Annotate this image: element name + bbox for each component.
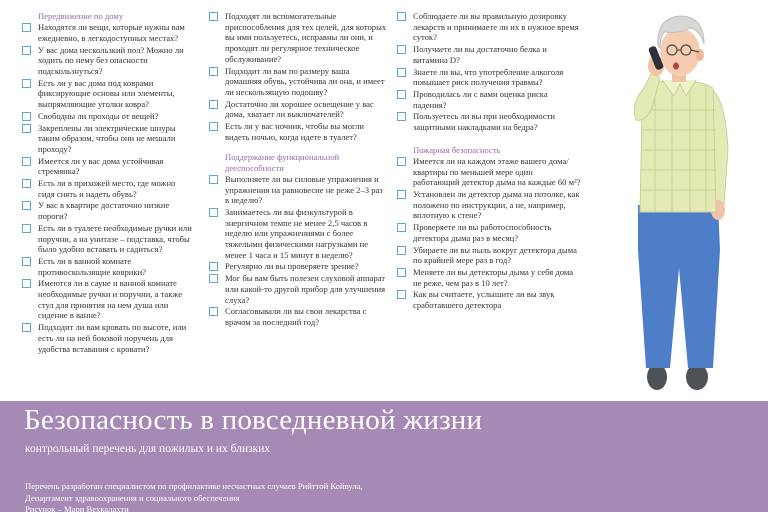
checklist-item[interactable]: Есть ли в ванной комнате противоскользящие коврики? [22, 256, 194, 277]
checklist-item[interactable]: Регулярно ли вы проверяете зрение? [209, 261, 387, 272]
checkbox[interactable] [22, 157, 31, 166]
checkbox[interactable] [397, 90, 406, 99]
checklist-item[interactable]: Как вы считаете, услышите ли вы звук сработавшего детектора [397, 289, 581, 310]
checklist-item[interactable]: Есть ли у вас ночник, чтобы вы могли видеть ночью, когда идете в туалет? [209, 121, 387, 142]
checkbox[interactable] [397, 223, 406, 232]
checklist-item[interactable]: Проводилась ли с вами оценка риска падения? [397, 89, 581, 110]
checklist-item[interactable]: Есть ли в туалете необходимые ручки или поручни, а на унитазе – подставка, чтобы было удобно вставать и садиться? [22, 223, 194, 255]
page-subtitle: контрольный перечень для пожилых и их близких [25, 443, 271, 455]
checkbox[interactable] [397, 268, 406, 277]
checkbox[interactable] [397, 68, 406, 77]
trousers [638, 205, 720, 368]
checkbox[interactable] [209, 307, 218, 316]
column-home-movement [22, 0, 194, 355]
checkbox[interactable] [209, 208, 218, 217]
checkbox[interactable] [22, 279, 31, 288]
checkbox[interactable] [22, 323, 31, 332]
checkbox[interactable] [397, 290, 406, 299]
checklist-item[interactable]: Мог бы вам быть полезен слуховой аппарат или какой-то другой прибор для улучшения слуха? [209, 273, 387, 305]
checklist-item[interactable]: У вас дома нескользкий пол? Можно ли ходить по нему без опасности подскользнуться? [22, 45, 194, 77]
checkbox[interactable] [209, 67, 218, 76]
checklist-item[interactable]: Свободны ли проходы от вещей? [22, 111, 194, 122]
checkbox[interactable] [209, 274, 218, 283]
checkbox[interactable] [397, 190, 406, 199]
column-right [397, 0, 581, 312]
checklist-item[interactable]: Меняете ли вы детекторы дыма у себя дома не реже, чем раз в 10 лет? [397, 267, 581, 288]
checkbox[interactable] [22, 79, 31, 88]
credit-line: Департамент здравоохранения и социального обеспечения [25, 492, 240, 503]
checklist-item[interactable]: Имеется ли у вас дома устойчивая стремянка? [22, 156, 194, 177]
checklist-item[interactable]: Проверяете ли вы работоспособность детектора дыма раз в месяц? [397, 222, 581, 243]
checkbox[interactable] [397, 45, 406, 54]
checkbox[interactable] [22, 124, 31, 133]
credits [25, 481, 362, 516]
page-title: Безопасность в повседневной жизни [24, 404, 483, 436]
checkbox[interactable] [22, 257, 31, 266]
checklist-item[interactable]: Получаете ли вы достаточно белка и витамина D? [397, 44, 581, 65]
checklist-item[interactable]: Достаточно ли хорошее освещение у вас дома, хватает ли выключателей? [209, 99, 387, 120]
checkbox[interactable] [209, 262, 218, 271]
checkbox[interactable] [22, 46, 31, 55]
head [660, 28, 700, 76]
checklist-item[interactable]: Убираете ли вы пыль вокруг детектора дыма по крайней мере раз в год? [397, 245, 581, 266]
checklist-item[interactable]: Находятся ли вещи, которые нужны вам ежедневно, в легкодоступных местах? [22, 22, 194, 43]
checkbox[interactable] [22, 112, 31, 121]
checkbox[interactable] [22, 23, 31, 32]
checkbox[interactable] [209, 122, 218, 131]
title-banner [0, 401, 768, 515]
ear [696, 49, 704, 61]
checklist-item[interactable]: Выполняете ли вы силовые упражнения и упражнения на равновесие не реже 2–3 раз в неделю? [209, 174, 387, 206]
checklist-item[interactable]: Подходят ли вспомогательные приспособления для тех целей, для которых вы ими пользуетесь, исправны ли они, и проходят ли регулярное техническое обслуживание? [209, 11, 387, 65]
section-heading-home-movement: Передвижение по дому [38, 11, 124, 21]
checklist-item[interactable]: Есть ли у вас дома под коврами фиксирующие основы или элементы, выпрямляющие уголки ковра? [22, 78, 194, 110]
column-middle [209, 0, 387, 329]
checkbox[interactable] [22, 179, 31, 188]
credit-line: Перечень разработан специалистом по профилактике несчастных случаев Рийттой Койвула, [25, 481, 363, 491]
checklist-item[interactable]: Согласовывали ли вы свои лекарства с врачом за последний год? [209, 306, 387, 327]
checklist-item[interactable]: Подходит ли вам кровать по высоте, или есть ли на ней боковой поручень для удобства вставания с кровати? [22, 322, 194, 354]
checklist-item[interactable]: Пользуетесь ли вы при необходимости защитными накладками на бедра? [397, 111, 581, 132]
checklist-item[interactable]: Установлен ли детектор дыма на потолке, как положено по инструкции, а не, например, вплотную к стене? [397, 189, 581, 221]
checklist-item[interactable]: Занимаетесь ли вы физкультурой в энергичном темпе не менее 2,5 часов в неделю или упражнениями с более тяжелыми физическими нагрузками не менее 1 часа и 15 минут в неделю? [209, 207, 387, 261]
checkbox[interactable] [209, 100, 218, 109]
section-heading-fire-safety: Пожарная безопасность [413, 144, 501, 155]
checklist-item[interactable]: Знаете ли вы, что употребление алкоголя повышает риск получения травмы? [397, 67, 581, 88]
elderly-man-illustration [600, 0, 768, 401]
checklist-item[interactable]: Закреплены ли электрические шнуры таким образом, чтобы они не мешали проходу? [22, 123, 194, 155]
checkbox[interactable] [22, 201, 31, 210]
checklist-item[interactable]: Имеется ли на каждом этаже вашего дома/квартиры по меньшей мере один работающий детектор дыма на каждые 60 м²? [397, 156, 581, 188]
checklist-item[interactable]: Соблюдаете ли вы правильную дозировку лекарств и принимаете ли их в нужное время суток? [397, 11, 581, 43]
checkbox[interactable] [397, 112, 406, 121]
checkbox[interactable] [397, 246, 406, 255]
mouth [673, 63, 679, 70]
checklist-item[interactable]: Подходит ли вам по размеру ваша домашняя обувь, устойчива ли она, и имеет ли нескользящую подошву? [209, 66, 387, 98]
credit-line: Рисунок – Мари Вехкалахти [25, 504, 129, 515]
section-heading-functional-capacity: Поддержание функциональной дееспособности [225, 152, 340, 173]
checkbox[interactable] [209, 12, 218, 21]
checkbox[interactable] [397, 157, 406, 166]
checkbox[interactable] [209, 175, 218, 184]
checkbox[interactable] [22, 224, 31, 233]
checklist-item[interactable]: Имеются ли в сауне и ванной комнате необходимые ручки и поручни, а также стул для принятия на нем душа или сидение в ванне? [22, 278, 194, 321]
checklist-item[interactable]: У вас в квартире достаточно низкие пороги? [22, 200, 194, 221]
checklist-item[interactable]: Есть ли в прихожей место, где можно сидя снять и надеть обувь? [22, 178, 194, 199]
checkbox[interactable] [397, 12, 406, 21]
